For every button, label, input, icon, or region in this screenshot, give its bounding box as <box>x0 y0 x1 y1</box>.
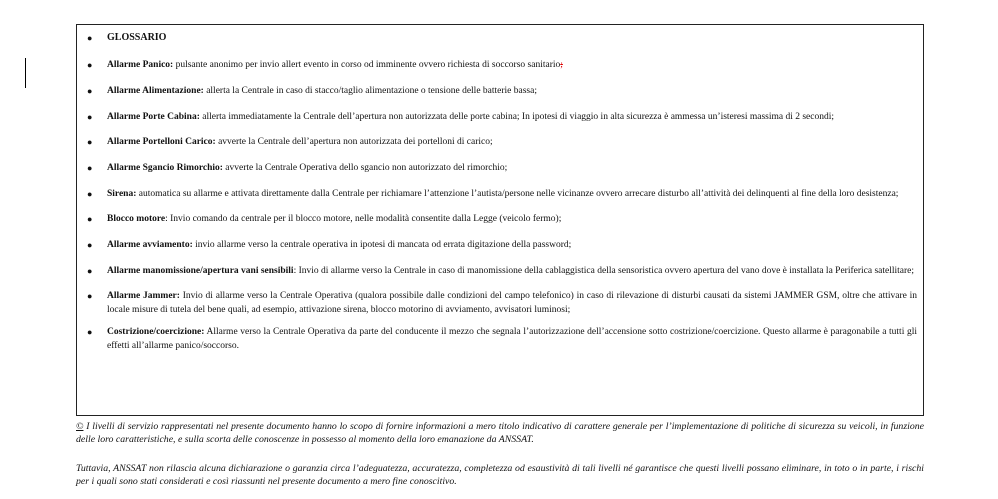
glossary-definition: avverte la Centrale Operativa dello sgancio non autorizzato del rimorchio; <box>222 163 508 173</box>
glossary-definition: Invio di allarme verso la Centrale Operativa (qualora possibile dalle condizioni del campo telefonico) in caso di rilevazione di disturbi causati da sistemi JAMMER GSM, oltre che attivare in locale misure di tutela del bene quali, ad esempio, attivazione sirena, blocco motorino di avviamento, avvisatori luminosi; <box>107 291 917 315</box>
list-item <box>77 110 923 124</box>
bullet-icon: ● <box>87 189 93 199</box>
list-item <box>77 264 923 278</box>
text-cursor <box>25 58 26 88</box>
glossary-term: Allarme avviamento: <box>107 240 193 250</box>
glossary-list <box>77 31 923 353</box>
glossary-definition: Allarme verso la Centrale Operativa da parte del conducente il mezzo che segnala l’autorizzazione dell’accensione sotto costrizione/coercizione. Questo allarme è paragonabile a tutti gli effetti all’allarme panico/soccorso. <box>107 327 917 351</box>
list-item <box>77 212 923 226</box>
glossary-title: GLOSSARIO <box>107 32 167 43</box>
bullet-icon: ● <box>87 291 93 301</box>
bullet-icon: ● <box>87 327 93 337</box>
glossary-term: Blocco motore <box>107 214 166 224</box>
glossary-definition: invio allarme verso la centrale operativa in ipotesi di mancata od errata digitazione della password; <box>192 240 572 250</box>
glossary-definition: allerta immediatamente la Centrale dell’apertura non autorizzata delle porte cabina; In ipotesi di viaggio in alta sicurezza è ammessa un’isteresi massima di 2 secondi; <box>199 112 835 122</box>
list-item <box>77 187 923 201</box>
glossary-term: Allarme Alimentazione: <box>107 86 204 96</box>
glossary-definition: allerta la Centrale in caso di stacco/taglio alimentazione o tensione delle batterie bassa; <box>203 86 537 96</box>
list-item <box>77 238 923 252</box>
bullet-icon: ● <box>87 266 93 276</box>
bullet-icon: ● <box>87 112 93 122</box>
glossary-title-item <box>77 31 923 45</box>
glossary-definition: avverte la Centrale dell’apertura non autorizzata dei portelloni di carico; <box>215 137 493 147</box>
bullet-icon: ● <box>87 214 93 224</box>
glossary-term: Allarme Jammer: <box>107 291 180 301</box>
bullet-icon: ● <box>87 60 93 70</box>
glossary-term: Allarme Panico: <box>107 60 174 70</box>
glossary-definition: pulsante anonimo per invio allert evento in corso od imminente ovvero richiesta di soccorso sanitario <box>173 60 561 70</box>
list-item <box>77 325 923 353</box>
glossary-term: Allarme manomissione/apertura vani sensibili <box>107 266 294 276</box>
glossary-term: Sirena: <box>107 189 137 199</box>
glossary-term: Allarme Sgancio Rimorchio: <box>107 163 223 173</box>
bullet-icon: ● <box>87 86 93 96</box>
bullet-icon: ● <box>87 33 93 43</box>
bullet-icon: ● <box>87 163 93 173</box>
list-item <box>77 84 923 98</box>
disclaimer-paragraph <box>76 420 924 446</box>
glossary-term: Allarme Portelloni Carico: <box>107 137 216 147</box>
bullet-icon: ● <box>87 240 93 250</box>
glossary-definition: : Invio di allarme verso la Centrale in caso di manomissione della cablaggistica della sensoristica ovvero apertura del vano dove è installata la Periferica satellitare; <box>293 266 915 276</box>
disclaimer-text: I livelli di servizio rappresentati nel presente documento hanno lo scopo di fornire informazioni a mero titolo indicativo di carattere generale per l’implementazione di politiche di sicurezza su veicoli, in funzione delle loro caratteristiche, e sulla scorta delle conoscenze in possesso al momento della loro emanazione da ANSSAT. <box>76 421 924 445</box>
list-item <box>77 289 923 317</box>
bullet-icon: ● <box>87 137 93 147</box>
tracked-deletion: ; <box>560 60 563 70</box>
list-item <box>77 161 923 175</box>
glossary-term: Allarme Porte Cabina: <box>107 112 200 122</box>
disclaimer-paragraph-2: Tuttavia, ANSSAT non rilascia alcuna dichiarazione o garanzia circa l’adeguatezza, accuratezza, completezza od esaustività di tali livelli né garantisce che questi livelli possano eliminare, in toto o in parte, i rischi per i quali sono stati considerati e così riassunti nel presente documento a mero fine conoscitivo. <box>76 463 924 487</box>
list-item <box>77 135 923 149</box>
glossary-term: Costrizione/coercizione: <box>107 327 205 337</box>
glossary-definition: automatica su allarme e attivata direttamente dalla Centrale per richiamare l’attenzione l’autista/persone nelle vicinanze ovvero arrecare disturbo all’attività dei delinquenti al fine della loro desistenza; <box>136 189 899 199</box>
copyright-mark: © <box>76 421 84 432</box>
list-item <box>77 58 923 72</box>
glossary-box <box>76 24 924 416</box>
glossary-definition: : Invio comando da centrale per il blocco motore, nelle modalità consentite dalla Legge (veicolo fermo); <box>165 214 562 224</box>
